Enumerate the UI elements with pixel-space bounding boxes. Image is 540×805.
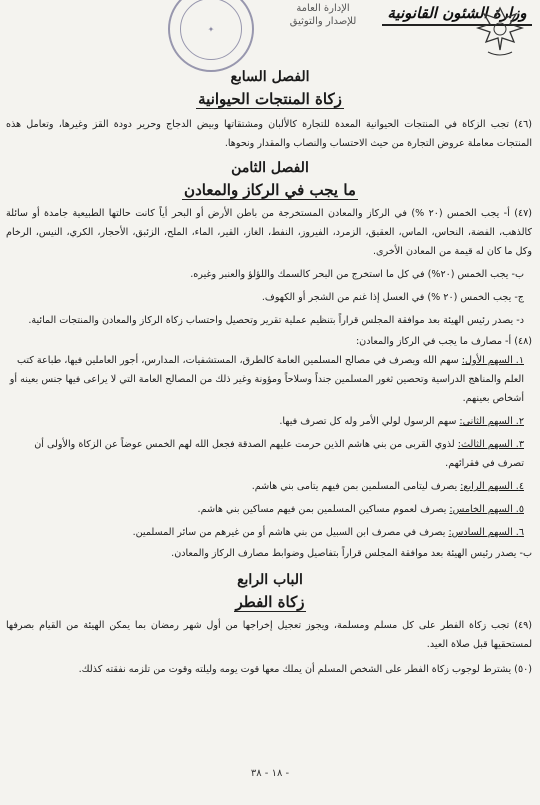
share-item (0, 500, 540, 519)
article-47-b: ب- يجب الخمس (٢٠%) في كل ما استخرج من البحر كالسمك واللؤلؤ والعنبر وغيره. (190, 269, 524, 280)
share-item (0, 523, 540, 542)
share-text: يصرف لعموم مساكين المسلمين بمن فيهم مساكين بني هاشم. (197, 504, 450, 515)
share-item (0, 435, 540, 473)
share-item (0, 351, 540, 408)
share-label: ١. السهم الأول: (461, 355, 524, 366)
share-label: ٦. السهم السادس: (448, 527, 524, 538)
chapter7-heading: الفصل السابع (230, 69, 310, 85)
part4-title (0, 591, 540, 613)
department-name (258, 2, 388, 28)
document-header (0, 0, 540, 60)
stamp-emblem-icon: ✦ (180, 0, 242, 60)
article-50: (٥٠) يشترط لوجوب زكاة الفطر على الشخص المسلم أن يملك معها قوت يومه وليلته وقوت من تلزمه نفقته كذلك. (78, 664, 532, 675)
article-49: (٤٩) تجب زكاة الفطر على كل مسلم ومسلمة، ويجوز تعجيل إخراجها من أول شهر رمضان بما يمكن الهيئة من القيام بصرفها لمستحقيها قبل صلاة العيد. (6, 620, 532, 650)
share-label: ٤. السهم الرابع: (460, 481, 524, 492)
share-text: سهم الرسول لولي الأمر وله كل تصرف فيها. (279, 416, 460, 427)
article-48-b: ب- يصدر رئيس الهيئة بعد موافقة المجلس قراراً بتفاصيل وضوابط مصارف الركاز والمعادن. (171, 548, 532, 559)
share-label: ٥. السهم الخامس: (449, 504, 524, 515)
part4-heading: الباب الرابع (237, 572, 303, 588)
article-48-a: (٤٨) أ- مصارف ما يجب في الركاز والمعادن: (355, 336, 532, 347)
chapter7-title-text: زكاة المنتجات الحيوانية (198, 90, 342, 108)
share-text: سهم الله ويصرف في مصالح المسلمين العامة كالطرق، المستشفيات، المدارس، أجور العاملين فيها، طباعة كتب العلم والمناهج الدراسية وتحصين ثغور المسلمين جنداً وسلاحاً ومؤونة وغير ذلك من المصالح العامة التي لا يراعى فيها جنس بعينه أو أشخاص بعينهم. (9, 355, 524, 404)
article-46: (٤٦) تجب الزكاة في المنتجات الحيوانية المعدة للتجارة كالألبان ومشتقاتها وبيض الدجاج وحرير دودة القز وغيرها، وتعامل هذه المنتجات معاملة عروض التجارة من حيث الاحتساب والنصاب والمقدار ونحوها. (6, 119, 532, 149)
share-label: ٣. السهم الثالث: (457, 439, 524, 450)
share-list (0, 351, 540, 542)
chapter8-title (0, 179, 540, 201)
ministry-name: وزارة الشئون القانونية (382, 4, 532, 26)
share-item (0, 477, 540, 496)
article-47-a: (٤٧) أ- يجب الخمس (٢٠ %) في الركاز والمعادن المستخرجة من باطن الأرض أو البحر أياً كانت حالتها الطبيعية جامدة أو سائلة كالذهب، الفضة، النحاس، الماس، العقيق، الزمرد، الفيروز، النفط، الغاز، القير، الماء، الملح، الزئبق، الأحجار، الكري، النيس، الرخام وكل ما كان له قيمة من المعادن الأخرى. (6, 208, 532, 257)
share-text: يصرف ليتامى المسلمين بمن فيهم يتامى بني هاشم. (251, 481, 461, 492)
article-47-c: ج- يجب الخمس (٢٠ %) في العسل إذا غنم من الشجر أو الكهوف. (261, 292, 524, 303)
eagle-emblem-icon (472, 2, 528, 58)
share-text: لذوي القربى من بني هاشم الذين حرمت عليهم الصدقة فجعل الله لهم الخمس عوضاً عن الزكاة والأولى أن تصرف في فقرائهم. (34, 439, 524, 469)
share-item (0, 412, 540, 431)
official-stamp (168, 0, 254, 72)
article-47-d: د- يصدر رئيس الهيئة بعد موافقة المجلس قراراً بتنظيم عملية تقرير وتحصيل واحتساب زكاة الركاز والمعادن والمنتجات المائية. (28, 315, 524, 326)
document-body (0, 66, 540, 679)
chapter8-title-text: ما يجب في الركاز والمعادن (184, 181, 356, 199)
department-line1: الإدارة العامة (296, 3, 350, 14)
department-line2: للإصدار والتوثيق (289, 16, 357, 27)
chapter7-title (0, 88, 540, 110)
chapter8-heading: الفصل الثامن (231, 160, 309, 176)
part4-title-text: زكاة الفطر (235, 593, 305, 611)
share-label: ٢. السهم الثاني: (459, 416, 524, 427)
page-number: - ١٨ - ٣٨ (250, 768, 290, 779)
share-text: يصرف في مصرف ابن السبيل من بني هاشم أو من غيرهم من سائر المسلمين. (132, 527, 449, 538)
